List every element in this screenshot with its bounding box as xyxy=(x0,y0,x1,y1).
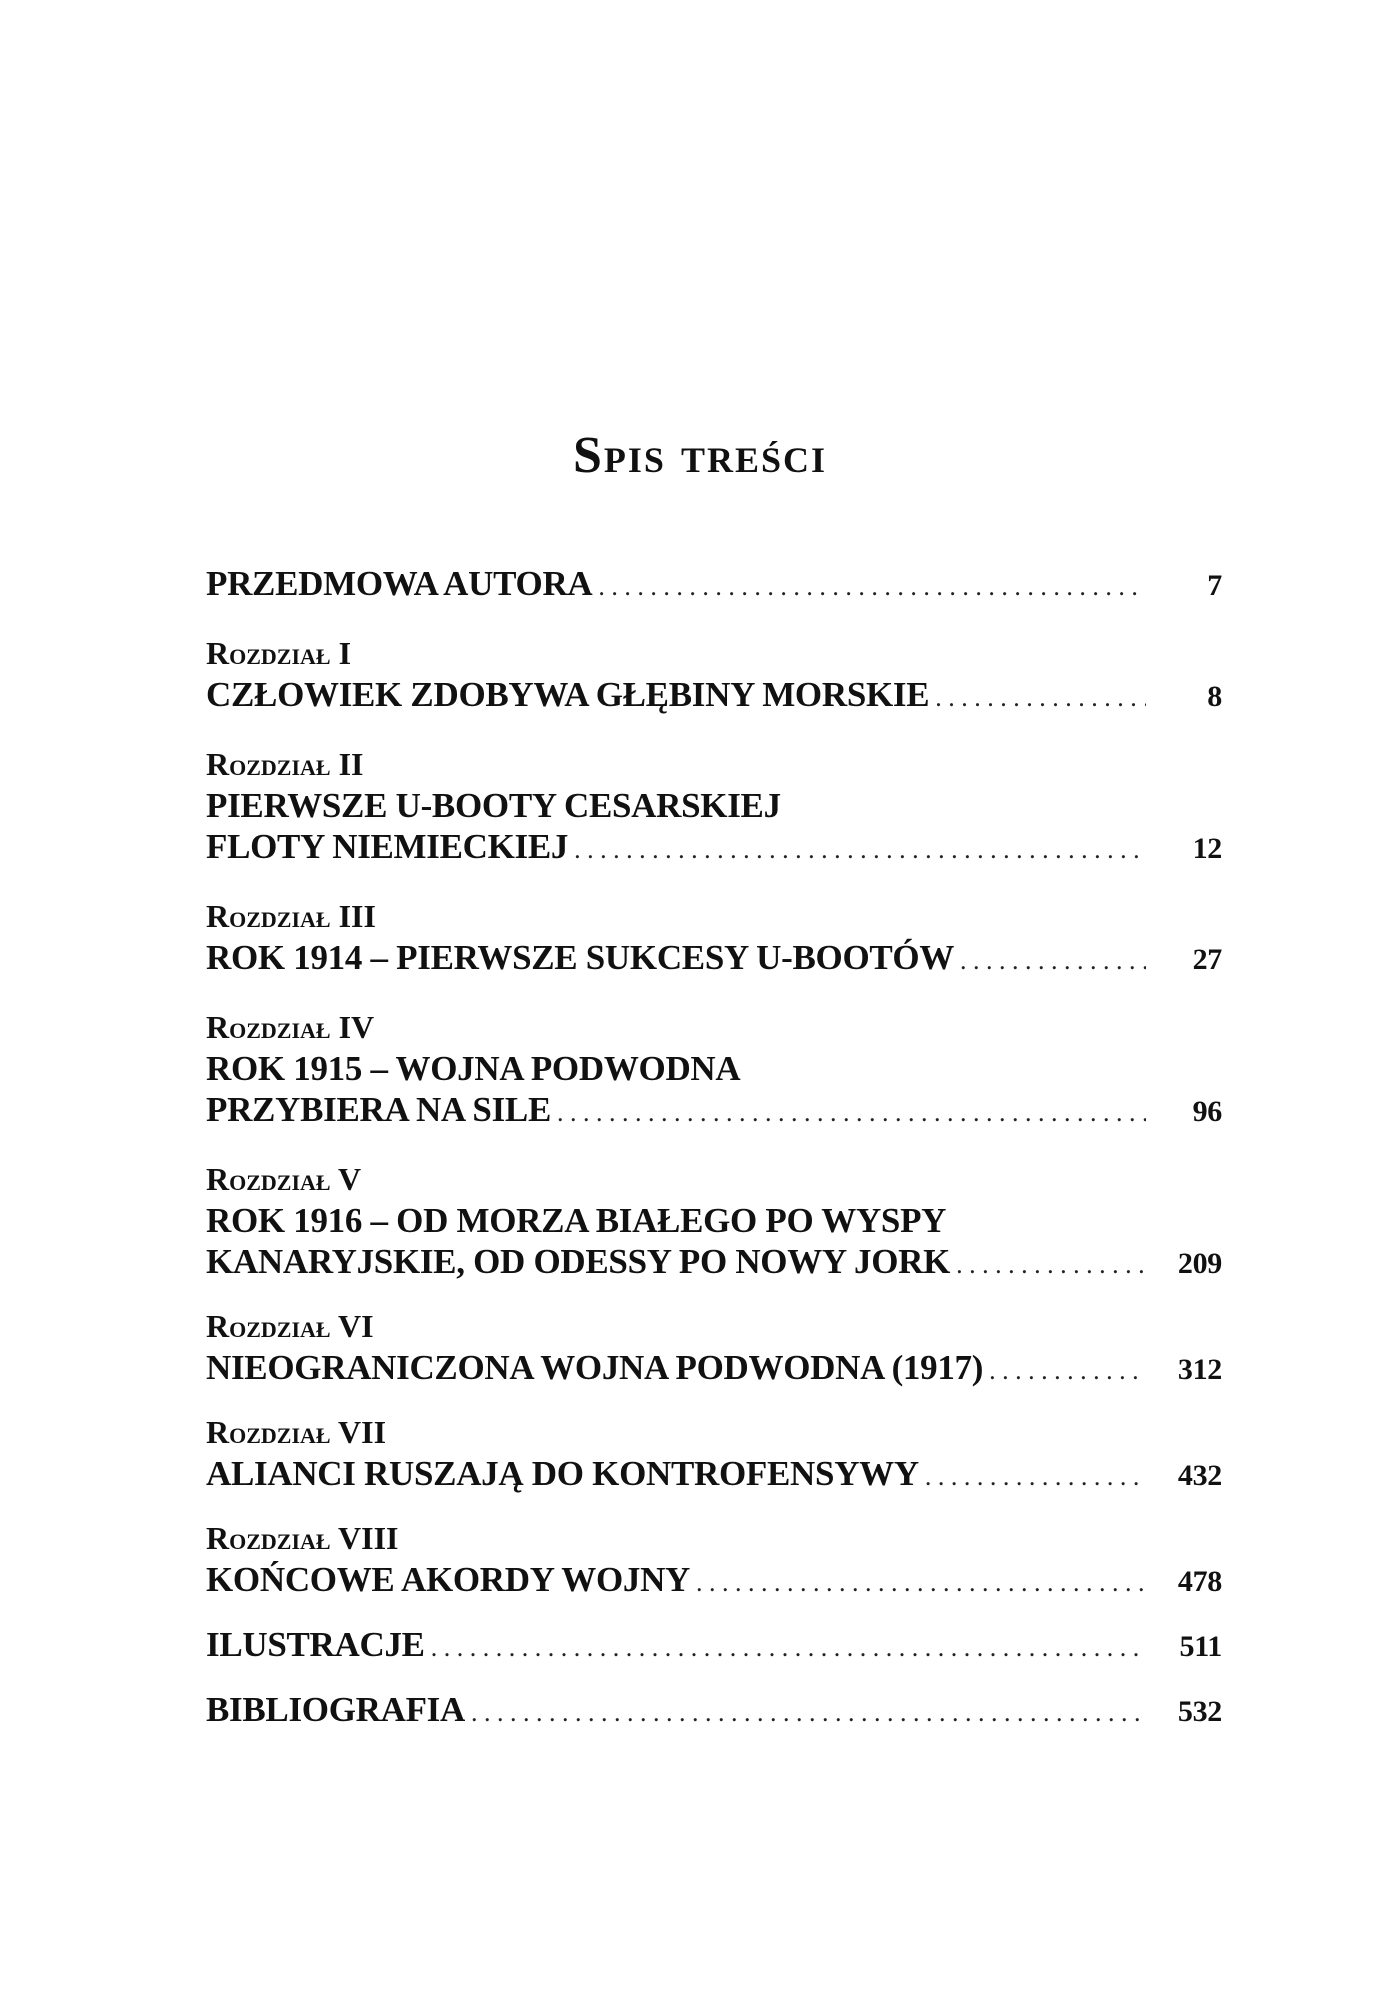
chapter-title-text: ALIANCI RUSZAJĄ DO KONTROFENSYWY xyxy=(206,1454,919,1493)
chapter-title-text: PIERWSZE U-BOOTY CESARSKIEJ xyxy=(206,786,781,825)
chapter-title-line xyxy=(206,1559,1222,1600)
chapter-title-line xyxy=(206,1689,1222,1730)
chapter-title-text: BIBLIOGRAFIA xyxy=(206,1690,465,1729)
page-number: 478 xyxy=(1177,1565,1222,1598)
chapter-title-line xyxy=(206,1048,1222,1089)
page-number: 532 xyxy=(1177,1695,1222,1728)
page-number: 511 xyxy=(1179,1630,1222,1663)
toc-entry xyxy=(206,1412,1222,1494)
chapter-label: Rozdział IV xyxy=(206,1009,375,1045)
chapter-title-text: ROK 1914 – PIERWSZE SUKCESY U-BOOTÓW xyxy=(206,938,955,977)
page-number: 432 xyxy=(1177,1459,1222,1492)
dot-leader xyxy=(925,1456,1146,1497)
page-number: 12 xyxy=(1192,832,1222,865)
dot-leader xyxy=(431,1627,1146,1668)
chapter-title-line xyxy=(206,1624,1222,1665)
chapter-title-line xyxy=(206,1347,1222,1388)
dot-leader xyxy=(574,829,1146,870)
chapter-label: Rozdział II xyxy=(206,746,364,782)
chapter-title-text: PRZYBIERA NA SILE xyxy=(206,1090,552,1129)
chapter-label: Rozdział I xyxy=(206,635,352,671)
toc-entry xyxy=(206,1689,1222,1730)
toc-entry xyxy=(206,633,1222,715)
chapter-title-text: KOŃCOWE AKORDY WOJNY xyxy=(206,1560,691,1599)
chapter-label: Rozdział V xyxy=(206,1161,362,1197)
dot-leader xyxy=(960,940,1146,981)
chapter-title-line xyxy=(206,785,1222,826)
dot-leader xyxy=(598,566,1146,607)
dot-leader xyxy=(696,1562,1146,1603)
chapter-title-text: ROK 1916 – OD MORZA BIAŁEGO PO WYSPY xyxy=(206,1201,947,1240)
page-number: 312 xyxy=(1177,1353,1222,1386)
toc-entry xyxy=(206,896,1222,978)
chapter-title-line xyxy=(206,563,1222,604)
toc-entry xyxy=(206,1007,1222,1130)
chapter-title-text: ILUSTRACJE xyxy=(206,1625,425,1664)
toc-entry xyxy=(206,1306,1222,1388)
chapter-title-text: PRZEDMOWA AUTORA xyxy=(206,564,593,603)
dot-leader xyxy=(557,1092,1146,1133)
chapter-title-line xyxy=(206,1241,1222,1282)
dot-leader xyxy=(956,1244,1146,1285)
page-number: 27 xyxy=(1192,943,1222,976)
toc-entry xyxy=(206,1518,1222,1600)
toc-entry xyxy=(206,1159,1222,1282)
toc-entry xyxy=(206,563,1222,604)
chapter-title-line xyxy=(206,674,1222,715)
chapter-label: Rozdział VII xyxy=(206,1414,387,1450)
dot-leader xyxy=(471,1692,1146,1733)
chapter-title-text: ROK 1915 – WOJNA PODWODNA xyxy=(206,1049,741,1088)
chapter-title-line xyxy=(206,1453,1222,1494)
chapter-title-line xyxy=(206,1089,1222,1130)
chapter-title-text: FLOTY NIEMIECKIEJ xyxy=(206,827,569,866)
dot-leader xyxy=(989,1350,1146,1391)
chapter-label: Rozdział VI xyxy=(206,1308,374,1344)
chapter-label: Rozdział VIII xyxy=(206,1520,399,1556)
chapter-title-line xyxy=(206,826,1222,867)
toc-title: Spis treści xyxy=(573,427,827,484)
chapter-title-text: CZŁOWIEK ZDOBYWA GŁĘBINY MORSKIE xyxy=(206,675,930,714)
chapter-title-text: KANARYJSKIE, OD ODESSY PO NOWY JORK xyxy=(206,1242,951,1281)
page-number: 209 xyxy=(1177,1247,1222,1280)
chapter-title-line xyxy=(206,937,1222,978)
chapter-title-line xyxy=(206,1200,1222,1241)
toc-list xyxy=(206,563,1222,1730)
chapter-label: Rozdział III xyxy=(206,898,376,934)
toc-entry xyxy=(206,1624,1222,1665)
chapter-title-text: NIEOGRANICZONA WOJNA PODWODNA (1917) xyxy=(206,1348,984,1387)
dot-leader xyxy=(935,677,1146,718)
page-number: 8 xyxy=(1207,680,1222,713)
page-number: 96 xyxy=(1192,1095,1222,1128)
page-number: 7 xyxy=(1207,569,1222,602)
toc-entry xyxy=(206,744,1222,867)
